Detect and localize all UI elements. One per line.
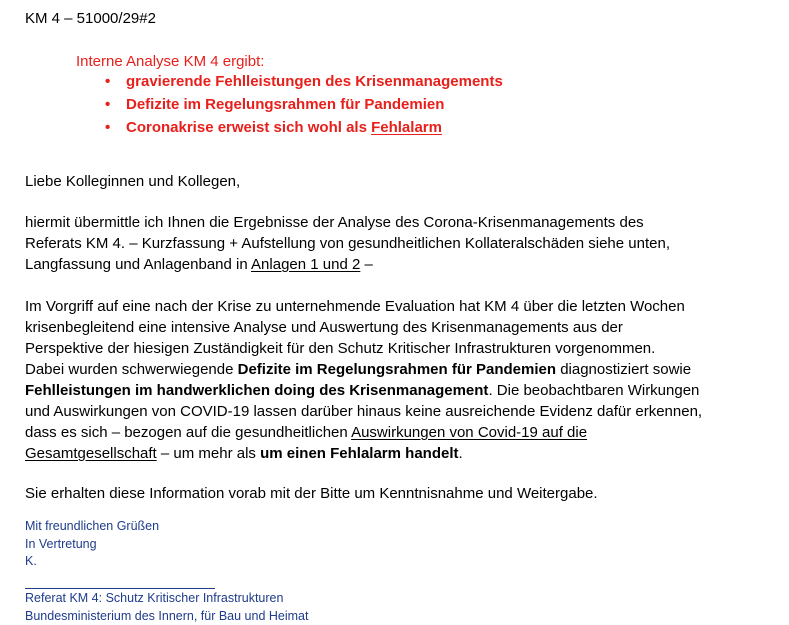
anlagen-link[interactable]: Anlagen 1 und 2 [251, 256, 360, 273]
document-reference: KM 4 – 51000/29#2 [25, 10, 156, 27]
paragraph-analysis [25, 296, 702, 464]
text-line: Gesamtgesellschaft – um mehr als um einen Fehlalarm handelt. [25, 443, 702, 464]
signature-block [25, 518, 159, 571]
text-line: krisenbegleitend eine intensive Analyse und Auswertung des Krisenmanagements aus der [25, 317, 702, 338]
text-line: Referats KM 4. – Kurzfassung + Aufstellung von gesundheitlichen Kollateralschäden siehe unten, [25, 233, 670, 254]
text-line: Langfassung und Anlagenband in Anlagen 1 und 2 – [25, 254, 670, 275]
text-line: Fehlleistungen im handwerklichen doing des Krisenmanagement. Die beobachtbaren Wirkungen [25, 380, 702, 401]
text-line: Im Vorgriff auf eine nach der Krise zu unternehmende Evaluation hat KM 4 über die letzten Wochen [25, 296, 702, 317]
text-line: Perspektive der hiesigen Zuständigkeit für den Schutz Kritischer Infrastrukturen vorgenommen. [25, 338, 702, 359]
auswirkungen-link[interactable]: Auswirkungen von Covid-19 auf die [351, 424, 587, 441]
bullet-text: Defizite im Regelungsrahmen für Pandemien [126, 96, 444, 113]
bullet-icon: • [105, 73, 110, 90]
text-line: Dabei wurden schwerwiegende Defizite im Regelungsrahmen für Pandemien diagnostiziert sowie [25, 359, 702, 380]
text-line: dass es sich – bezogen auf die gesundheitlichen Auswirkungen von Covid-19 auf die [25, 422, 702, 443]
sender-block [25, 590, 308, 625]
gesamtgesellschaft-link[interactable]: Gesamtgesellschaft [25, 445, 157, 462]
closing-line: Sie erhalten diese Information vorab mit der Bitte um Kenntnisnahme und Weitergabe. [25, 483, 598, 504]
greeting: Liebe Kolleginnen und Kollegen, [25, 171, 240, 192]
text-line: und Auswirkungen von COVID-19 lassen darüber hinaus keine ausreichende Evidenz dafür erkennen, [25, 401, 702, 422]
text-line: hiermit übermittle ich Ihnen die Ergebnisse der Analyse des Corona-Krisenmanagements des [25, 212, 670, 233]
signature-initial: K. [25, 553, 159, 571]
signature-regards: Mit freundlichen Grüßen [25, 518, 159, 536]
fehlalarm-link[interactable]: Fehlalarm [371, 119, 442, 136]
paragraph-transmittal [25, 212, 670, 275]
sender-ministry: Bundesministerium des Innern, für Bau und Heimat [25, 608, 308, 625]
signature-divider [25, 588, 215, 589]
bullet-text: Coronakrise erweist sich wohl als Fehlalarm [126, 119, 442, 136]
bullet-icon: • [105, 119, 110, 136]
sender-department: Referat KM 4: Schutz Kritischer Infrastrukturen [25, 590, 308, 608]
signature-on-behalf: In Vertretung [25, 536, 159, 554]
bullet-icon: • [105, 96, 110, 113]
bullet-text: gravierende Fehlleistungen des Krisenmanagements [126, 73, 503, 90]
summary-intro: Interne Analyse KM 4 ergibt: [76, 53, 264, 70]
